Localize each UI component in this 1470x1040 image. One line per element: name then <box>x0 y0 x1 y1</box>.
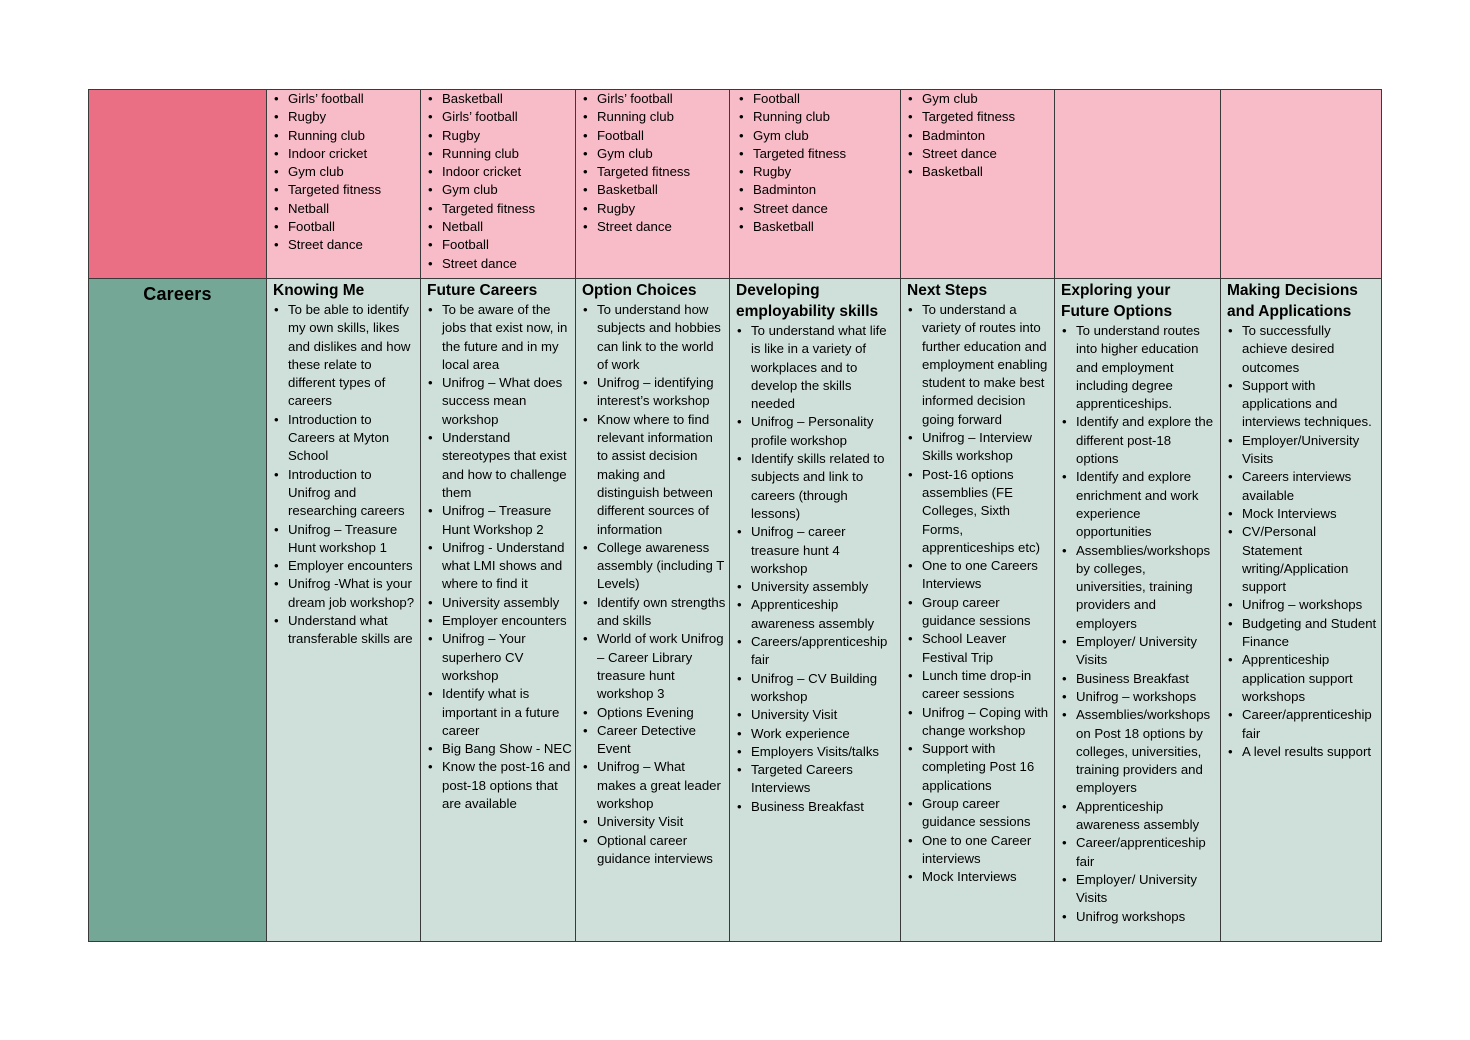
careers-activity-list <box>576 301 729 868</box>
pe-activity-list <box>421 90 575 273</box>
list-item: • Identify and explore enrichment and work experience opportunities <box>1061 468 1217 541</box>
careers-cell <box>901 279 1055 942</box>
list-item: • Group career guidance sessions <box>907 594 1051 631</box>
list-item: • To understand how subjects and hobbies can link to the world of work <box>582 301 726 374</box>
list-item: • Optional career guidance interviews <box>582 832 726 869</box>
pe-activity-list <box>267 90 420 255</box>
list-item: • Unifrog – career treasure hunt 4 workshop <box>736 523 897 578</box>
list-item: • Running club <box>582 108 726 126</box>
list-item: • Know the post-16 and post-18 options that are available <box>427 758 572 813</box>
pe-cell <box>1055 90 1221 279</box>
list-item: • Rugby <box>582 200 726 218</box>
careers-cell <box>730 279 901 942</box>
pe-cell <box>421 90 576 279</box>
list-item: • Street dance <box>273 236 417 254</box>
list-item: • Unifrog – workshops <box>1061 688 1217 706</box>
list-item: • To understand routes into higher education and employment including degree apprenticeships. <box>1061 322 1217 413</box>
list-item: • Rugby <box>738 163 897 181</box>
list-item: • Unifrog – What makes a great leader workshop <box>582 758 726 813</box>
careers-cell <box>1055 279 1221 942</box>
list-item: • To be able to identify my own skills, likes and dislikes and how these relate to different types of careers <box>273 301 417 411</box>
list-item: • Girls’ football <box>427 108 572 126</box>
list-item: • Unifrog – identifying interest’s workshop <box>582 374 726 411</box>
list-item: • Understand what transferable skills are <box>273 612 417 649</box>
list-item: • Business Breakfast <box>1061 670 1217 688</box>
list-item: • Running club <box>273 127 417 145</box>
list-item: • Targeted Careers Interviews <box>736 761 897 798</box>
list-item: • Unifrog – Personality profile workshop <box>736 413 897 450</box>
list-item: • Unifrog – Treasure Hunt Workshop 2 <box>427 502 572 539</box>
list-item: • Group career guidance sessions <box>907 795 1051 832</box>
pe-row <box>89 90 1382 279</box>
careers-activity-list <box>901 301 1054 887</box>
pe-activity-list <box>730 90 900 236</box>
list-item: • Careers/apprenticeship fair <box>736 633 897 670</box>
list-item: • Targeted fitness <box>427 200 572 218</box>
list-item: • Employer encounters <box>273 557 417 575</box>
pe-cell <box>267 90 421 279</box>
list-item: • World of work Unifrog – Career Library treasure hunt workshop 3 <box>582 630 726 703</box>
column-title: Option Choices <box>582 282 697 299</box>
list-item: • Indoor cricket <box>427 163 572 181</box>
list-item: • Street dance <box>582 218 726 236</box>
list-item: • Rugby <box>273 108 417 126</box>
list-item: • One to one Career interviews <box>907 832 1051 869</box>
list-item: • School Leaver Festival Trip <box>907 630 1051 667</box>
list-item: • Apprenticeship awareness assembly <box>1061 798 1217 835</box>
list-item: • Running club <box>738 108 897 126</box>
list-item: • To successfully achieve desired outcomes <box>1227 322 1378 377</box>
list-item: • University assembly <box>736 578 897 596</box>
careers-activity-list <box>1055 322 1220 926</box>
list-item: • Street dance <box>427 255 572 273</box>
list-item: • Football <box>427 236 572 254</box>
list-item: • Career Detective Event <box>582 722 726 759</box>
careers-activity-list <box>1221 322 1381 761</box>
careers-activity-list <box>730 322 900 816</box>
list-item: • Mock Interviews <box>907 868 1051 886</box>
careers-row-label <box>89 279 267 942</box>
list-item: • Introduction to Careers at Myton School <box>273 411 417 466</box>
list-item: • Apprenticeship application support workshops <box>1227 651 1378 706</box>
list-item: • Netball <box>273 200 417 218</box>
list-item: • Lunch time drop-in career sessions <box>907 667 1051 704</box>
list-item: • Career/apprenticeship fair <box>1227 706 1378 743</box>
curriculum-table <box>88 89 1382 942</box>
list-item: • Know where to find relevant information to assist decision making and distinguish between different sources of information <box>582 411 726 539</box>
list-item: • Assemblies/workshops by colleges, universities, training providers and employers <box>1061 542 1217 633</box>
list-item: • Targeted fitness <box>907 108 1051 126</box>
list-item: • Unifrog – What does success mean workshop <box>427 374 572 429</box>
list-item: • One to one Careers Interviews <box>907 557 1051 594</box>
pe-activity-list <box>576 90 729 236</box>
careers-cell <box>576 279 730 942</box>
list-item: • Career/apprenticeship fair <box>1061 834 1217 871</box>
list-item: • Identify skills related to subjects and link to careers (through lessons) <box>736 450 897 523</box>
list-item: • Unifrog – Your superhero CV workshop <box>427 630 572 685</box>
column-title: Future Careers <box>427 282 538 299</box>
list-item: • Mock Interviews <box>1227 505 1378 523</box>
careers-label: Careers <box>143 284 212 304</box>
list-item: • Gym club <box>427 181 572 199</box>
list-item: • Unifrog -What is your dream job workshop? <box>273 575 417 612</box>
list-item: • Running club <box>427 145 572 163</box>
list-item: • Business Breakfast <box>736 798 897 816</box>
list-item: • College awareness assembly (including T Levels) <box>582 539 726 594</box>
list-item: • Unifrog – Treasure Hunt workshop 1 <box>273 521 417 558</box>
list-item: • Football <box>273 218 417 236</box>
list-item: • Street dance <box>738 200 897 218</box>
careers-row <box>89 279 1382 942</box>
list-item: • Unifrog - Understand what LMI shows and where to find it <box>427 539 572 594</box>
list-item: • Football <box>738 90 897 108</box>
list-item: • Street dance <box>907 145 1051 163</box>
list-item: • Gym club <box>273 163 417 181</box>
list-item: • Work experience <box>736 725 897 743</box>
pe-cell <box>1221 90 1382 279</box>
list-item: • Identify what is important in a future career <box>427 685 572 740</box>
column-title: Knowing Me <box>273 282 365 299</box>
column-title: Making Decisions and Applications <box>1227 282 1358 320</box>
list-item: • Employer/ University Visits <box>1061 633 1217 670</box>
pe-cell <box>730 90 901 279</box>
list-item: • Options Evening <box>582 704 726 722</box>
list-item: • Netball <box>427 218 572 236</box>
list-item: • Unifrog – workshops <box>1227 596 1378 614</box>
list-item: • CV/Personal Statement writing/Application support <box>1227 523 1378 596</box>
list-item: • Big Bang Show - NEC <box>427 740 572 758</box>
column-title: Exploring your Future Options <box>1061 282 1173 320</box>
list-item: • Post-16 options assemblies (FE Colleges, Sixth Forms, apprenticeships etc) <box>907 466 1051 557</box>
list-item: • Indoor cricket <box>273 145 417 163</box>
pe-activity-list <box>901 90 1054 181</box>
list-item: • University assembly <box>427 594 572 612</box>
list-item: • Football <box>582 127 726 145</box>
list-item: • To be aware of the jobs that exist now, in the future and in my local area <box>427 301 572 374</box>
list-item: • To understand what life is like in a variety of workplaces and to develop the skills needed <box>736 322 897 413</box>
pe-cell <box>576 90 730 279</box>
list-item: • Unifrog workshops <box>1061 908 1217 926</box>
list-item: • To understand a variety of routes into further education and employment enabling student to make best informed decision going forward <box>907 301 1051 429</box>
list-item: • Basketball <box>738 218 897 236</box>
list-item: • Targeted fitness <box>738 145 897 163</box>
column-title: Developing employability skills <box>736 282 879 320</box>
pe-row-label <box>89 90 267 279</box>
careers-activity-list <box>421 301 575 813</box>
careers-cell <box>421 279 576 942</box>
list-item: • Budgeting and Student Finance <box>1227 615 1378 652</box>
list-item: • Unifrog – Interview Skills workshop <box>907 429 1051 466</box>
list-item: • Support with applications and interviews techniques. <box>1227 377 1378 432</box>
list-item: • Unifrog – CV Building workshop <box>736 670 897 707</box>
list-item: • Understand stereotypes that exist and how to challenge them <box>427 429 572 502</box>
list-item: • Support with completing Post 16 applications <box>907 740 1051 795</box>
list-item: • Careers interviews available <box>1227 468 1378 505</box>
list-item: • A level results support <box>1227 743 1378 761</box>
list-item: • Introduction to Unifrog and researching careers <box>273 466 417 521</box>
pe-cell <box>901 90 1055 279</box>
careers-cell <box>267 279 421 942</box>
list-item: • Badminton <box>907 127 1051 145</box>
list-item: • Employer/University Visits <box>1227 432 1378 469</box>
list-item: • Employers Visits/talks <box>736 743 897 761</box>
column-title: Next Steps <box>907 282 988 299</box>
list-item: • University Visit <box>736 706 897 724</box>
list-item: • Targeted fitness <box>273 181 417 199</box>
list-item: • Employer/ University Visits <box>1061 871 1217 908</box>
list-item: • Gym club <box>907 90 1051 108</box>
list-item: • Basketball <box>427 90 572 108</box>
list-item: • Badminton <box>738 181 897 199</box>
careers-cell <box>1221 279 1382 942</box>
list-item: • Unifrog – Coping with change workshop <box>907 704 1051 741</box>
list-item: • Girls’ football <box>582 90 726 108</box>
list-item: • University Visit <box>582 813 726 831</box>
list-item: • Girls’ football <box>273 90 417 108</box>
careers-activity-list <box>267 301 420 649</box>
list-item: • Assemblies/workshops on Post 18 options by colleges, universities, training providers and employers <box>1061 706 1217 797</box>
list-item: • Employer encounters <box>427 612 572 630</box>
list-item: • Apprenticeship awareness assembly <box>736 596 897 633</box>
list-item: • Gym club <box>582 145 726 163</box>
list-item: • Basketball <box>582 181 726 199</box>
list-item: • Targeted fitness <box>582 163 726 181</box>
list-item: • Gym club <box>738 127 897 145</box>
list-item: • Basketball <box>907 163 1051 181</box>
list-item: • Identify own strengths and skills <box>582 594 726 631</box>
list-item: • Rugby <box>427 127 572 145</box>
list-item: • Identify and explore the different post-18 options <box>1061 413 1217 468</box>
